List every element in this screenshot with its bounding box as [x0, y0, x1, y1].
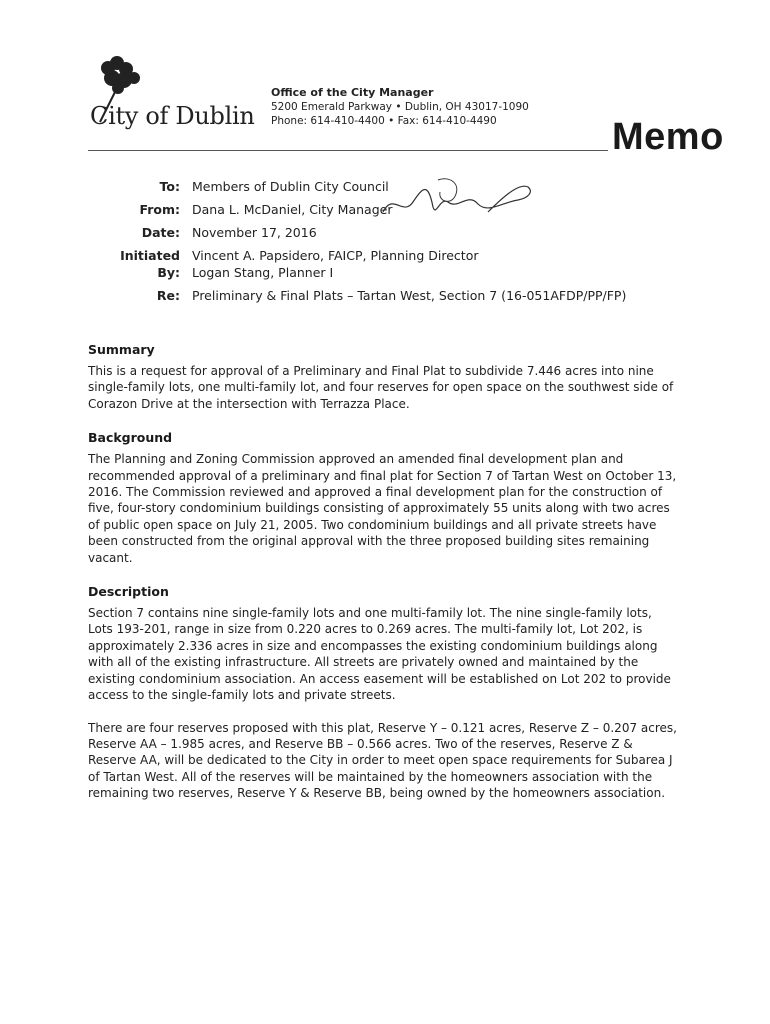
city-logo — [80, 54, 270, 144]
handwritten-signature — [378, 172, 538, 232]
memo-body — [88, 342, 680, 802]
to-value: Members of Dublin City Council — [192, 179, 389, 194]
re-label: Re: — [156, 288, 180, 303]
initiated-label: Initiated — [120, 248, 180, 263]
re-value: Preliminary & Final Plats – Tartan West, Section 7 (16-051AFDP/PP/FP) — [192, 288, 627, 303]
memo-title: Memo — [612, 116, 724, 158]
summary-text: This is a request for approval of a Preliminary and Final Plat to subdivide 7.446 acres into nine single-family lots, one multi-family lot, and four reserves for open space on the southwest side of Corazon Drive at the intersection with Terrazza Place. — [88, 364, 674, 411]
to-label: To: — [159, 179, 180, 194]
date-label: Date: — [141, 225, 180, 240]
date-value: November 17, 2016 — [192, 225, 317, 240]
background-heading: Background — [88, 430, 173, 446]
description-text-2: There are four reserves proposed with this plat, Reserve Y – 0.121 acres, Reserve Z – 0.207 acres, Reserve AA – 1.985 acres, and Reserve BB – 0.566 acres. Two of the reserves, Reserve Z & Reserve AA, will be dedicated to the City in order to meet open space requirements for Subarea J of Tartan West. All of the reserves will be maintained by the homeowners association with the remaining two reserves, Reserve Y & Reserve BB, being owned by the homeowners association. — [88, 720, 677, 801]
logo-text: City of Dublin — [90, 102, 255, 130]
initiated-by-label: By: — [157, 265, 180, 280]
from-label: From: — [139, 202, 180, 217]
initiated-row-2 — [90, 264, 730, 281]
office-name: Office of the City Manager — [271, 86, 434, 99]
office-block — [271, 86, 529, 128]
header-divider — [88, 150, 608, 151]
description-heading: Description — [88, 584, 169, 600]
initiated-row-1 — [90, 247, 730, 264]
initiated-value-1: Vincent A. Papsidero, FAICP, Planning Director — [192, 248, 479, 263]
initiated-value-2: Logan Stang, Planner I — [192, 265, 334, 280]
office-phone-fax: Phone: 614-410-4400 • Fax: 614-410-4490 — [271, 115, 497, 127]
description-text-1: Section 7 contains nine single-family lots and one multi-family lot. The nine single-family lots, Lots 193-201, range in size from 0.220 acres to 0.269 acres. The multi-family lot, Lot 202, is approximately 2.336 acres in size and encompasses the existing condominium buildings along with all of the existing infrastructure. All streets are privately owned and maintained by the existing condominium association. An access easement will be established on Lot 202 to provide access to the single-family lots and private streets. — [88, 606, 671, 703]
re-row — [90, 287, 730, 304]
background-text: The Planning and Zoning Commission approved an amended final development plan and recommended approval of a preliminary and final plat for Section 7 of Tartan West on October 13, 2016. The Commission reviewed and approved a final development plan for the construction of five, four-story condominium buildings consisting of approximately 55 units along with two acres of public open space on July 21, 2005. Two condominium buildings and all private streets have been constructed from the original approval with the three proposed building sites remaining vacant. — [88, 452, 677, 565]
summary-heading: Summary — [88, 342, 155, 357]
office-address: 5200 Emerald Parkway • Dublin, OH 43017-1090 — [271, 101, 529, 113]
from-value: Dana L. McDaniel, City Manager — [192, 202, 393, 217]
